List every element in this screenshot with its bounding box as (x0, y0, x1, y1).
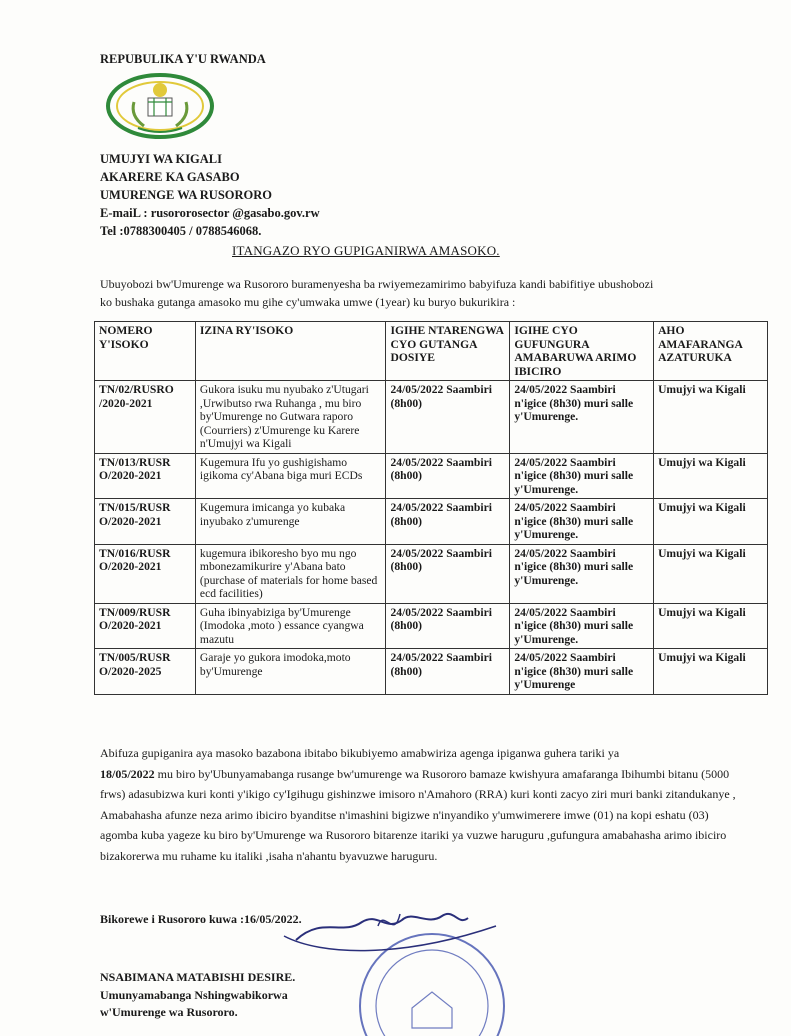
opening-time: 24/05/2022 Saambiri n'igice (8h30) muri salle y'Umurenge (510, 649, 654, 695)
funding-source: Umujyi wa Kigali (654, 544, 768, 603)
tender-name: kugemura ibikoresho byo mu ngo mbonezamikurire y'Abana bato (purchase of materials for home based ecd facilities) (195, 544, 386, 603)
header-cell: IGIHE NTARENGWA CYO GUTANGA DOSIYE (386, 322, 510, 381)
submission-deadline: 24/05/2022 Saambiri (8h00) (386, 453, 510, 499)
tender-number: TN/005/RUSR O/2020-2025 (95, 649, 196, 695)
intro-line-2: ko bushaka gutanga amasoko mu gihe cy'umwaka umwe (1year) ku buryo bukurikira : (100, 295, 516, 309)
national-emblem-icon (104, 72, 216, 140)
sector-line: UMURENGE WA RUSORORO (100, 188, 273, 202)
funding-source: Umujyi wa Kigali (654, 649, 768, 695)
district-line: AKARERE KA GASABO (100, 170, 240, 184)
funding-source: Umujyi wa Kigali (654, 381, 768, 454)
tender-name: Garaje yo gukora imodoka,moto by'Umurenge (195, 649, 386, 695)
phone-line: Tel :0788300405 / 0788546068. (100, 224, 262, 238)
header-cell: IZINA RY'ISOKO (195, 322, 386, 381)
signatory-role-line-1: Umunyamabanga Nshingwabikorwa (100, 988, 288, 1002)
table-row (95, 603, 768, 649)
table-row (95, 649, 768, 695)
signatory-role-line-2: w'Umurenge wa Rusororo. (100, 1005, 238, 1019)
header-cell: AHO AMAFARANGA AZATURUKA (654, 322, 768, 381)
opening-time: 24/05/2022 Saambiri n'igice (8h30) muri salle y'Umurenge. (510, 603, 654, 649)
submission-deadline: 24/05/2022 Saambiri (8h00) (386, 544, 510, 603)
submission-deadline: 24/05/2022 Saambiri (8h00) (386, 603, 510, 649)
signatory-name: NSABIMANA MATABISHI DESIRE. (100, 970, 296, 984)
table-row (95, 499, 768, 545)
submission-deadline: 24/05/2022 Saambiri (8h00) (386, 381, 510, 454)
opening-time: 24/05/2022 Saambiri n'igice (8h30) muri salle y'Umurenge. (510, 544, 654, 603)
city-line: UMUJYI WA KIGALI (100, 152, 223, 166)
header-cell: NOMERO Y'ISOKO (95, 322, 196, 381)
tender-number: TN/013/RUSR O/2020-2021 (95, 453, 196, 499)
tender-name: Kugemura imicanga yo kubaka inyubako z'umurenge (195, 499, 386, 545)
country-name: REPUBULIKA Y'U RWANDA (100, 52, 266, 66)
email-line: E-maiL : rusororosector @gasabo.gov.rw (100, 206, 320, 220)
table-row (95, 544, 768, 603)
document-title: ITANGAZO RYO GUPIGANIRWA AMASOKO. (232, 243, 500, 258)
instructions-paragraph (100, 743, 740, 866)
funding-source: Umujyi wa Kigali (654, 499, 768, 545)
funding-source: Umujyi wa Kigali (654, 453, 768, 499)
submission-deadline: 24/05/2022 Saambiri (8h00) (386, 649, 510, 695)
funding-source: Umujyi wa Kigali (654, 603, 768, 649)
tender-name: Guha ibinyabiziga by'Umurenge (Imodoka ,moto ) essance cyangwa mazutu (195, 603, 386, 649)
tender-name: Kugemura Ifu yo gushigishamo igikoma cy'Abana biga muri ECDs (195, 453, 386, 499)
tender-table (94, 321, 768, 695)
tender-number: TN/02/RUSRO /2020-2021 (95, 381, 196, 454)
tender-name: Gukora isuku mu nyubako z'Utugari ,Urwibutso rwa Ruhanga , mu biro by'Umurenge no Gutwara raporo (Courriers) z'Umurenge ku Karere n'Umujyi wa Kigali (195, 381, 386, 454)
start-date: 18/05/2022 (100, 766, 155, 781)
opening-time: 24/05/2022 Saambiri n'igice (8h30) muri salle y'Umurenge. (510, 381, 654, 454)
table-header-row (95, 322, 768, 381)
tender-number: TN/015/RUSR O/2020-2021 (95, 499, 196, 545)
opening-time: 24/05/2022 Saambiri n'igice (8h30) muri salle y'Umurenge. (510, 453, 654, 499)
tender-number: TN/016/RUSR O/2020-2021 (95, 544, 196, 603)
submission-deadline: 24/05/2022 Saambiri (8h00) (386, 499, 510, 545)
instructions-start: Abifuza gupiganira aya masoko bazabona ibitabo bikubiyemo amabwiriza agenga ipiganwa guhera tariki ya (100, 746, 620, 760)
header-cell: IGIHE CYO GUFUNGURA AMABARUWA ARIMO IBICIRO (510, 322, 654, 381)
place-date: Bikorewe i Rusororo kuwa :16/05/2022. (100, 912, 302, 926)
instructions-rest: mu biro by'Ubunyamabanga rusange bw'umurenge wa Rusororo bamaze kwishyura amafaranga Ibihumbi bitanu (5000 frws) adasubizwa kuri konti y'ikigo cy'Igihugu gishinzwe imisoro n'Amahoro (RRA) kuri konti zacyo ziri muri banki zitandukanye , Amabahasha afunze neza arimo ibiciro byanditse n'imashini bigizwe n'inyandiko y'umwimerere imwe (01) na kopi eshatu (03) agomba kuba yageze ku biro by'Umurenge wa Rusororo bitarenze itariki ya vuzwe haruguru ,gufungura amabahasha arimo ibiciro bizakorerwa mu ruhame ku italiki ,isaha n'ahantu byavuzwe haruguru. (100, 766, 736, 863)
tender-number: TN/009/RUSR O/2020-2021 (95, 603, 196, 649)
intro-line-1: Ubuyobozi bw'Umurenge wa Rusororo buramenyesha ba rwiyemezamirimo babyifuza kandi babifitiye ubushobozi (100, 277, 654, 291)
official-stamp-icon (282, 896, 512, 1036)
table-row (95, 381, 768, 454)
opening-time: 24/05/2022 Saambiri n'igice (8h30) muri salle y'Umurenge. (510, 499, 654, 545)
table-row (95, 453, 768, 499)
